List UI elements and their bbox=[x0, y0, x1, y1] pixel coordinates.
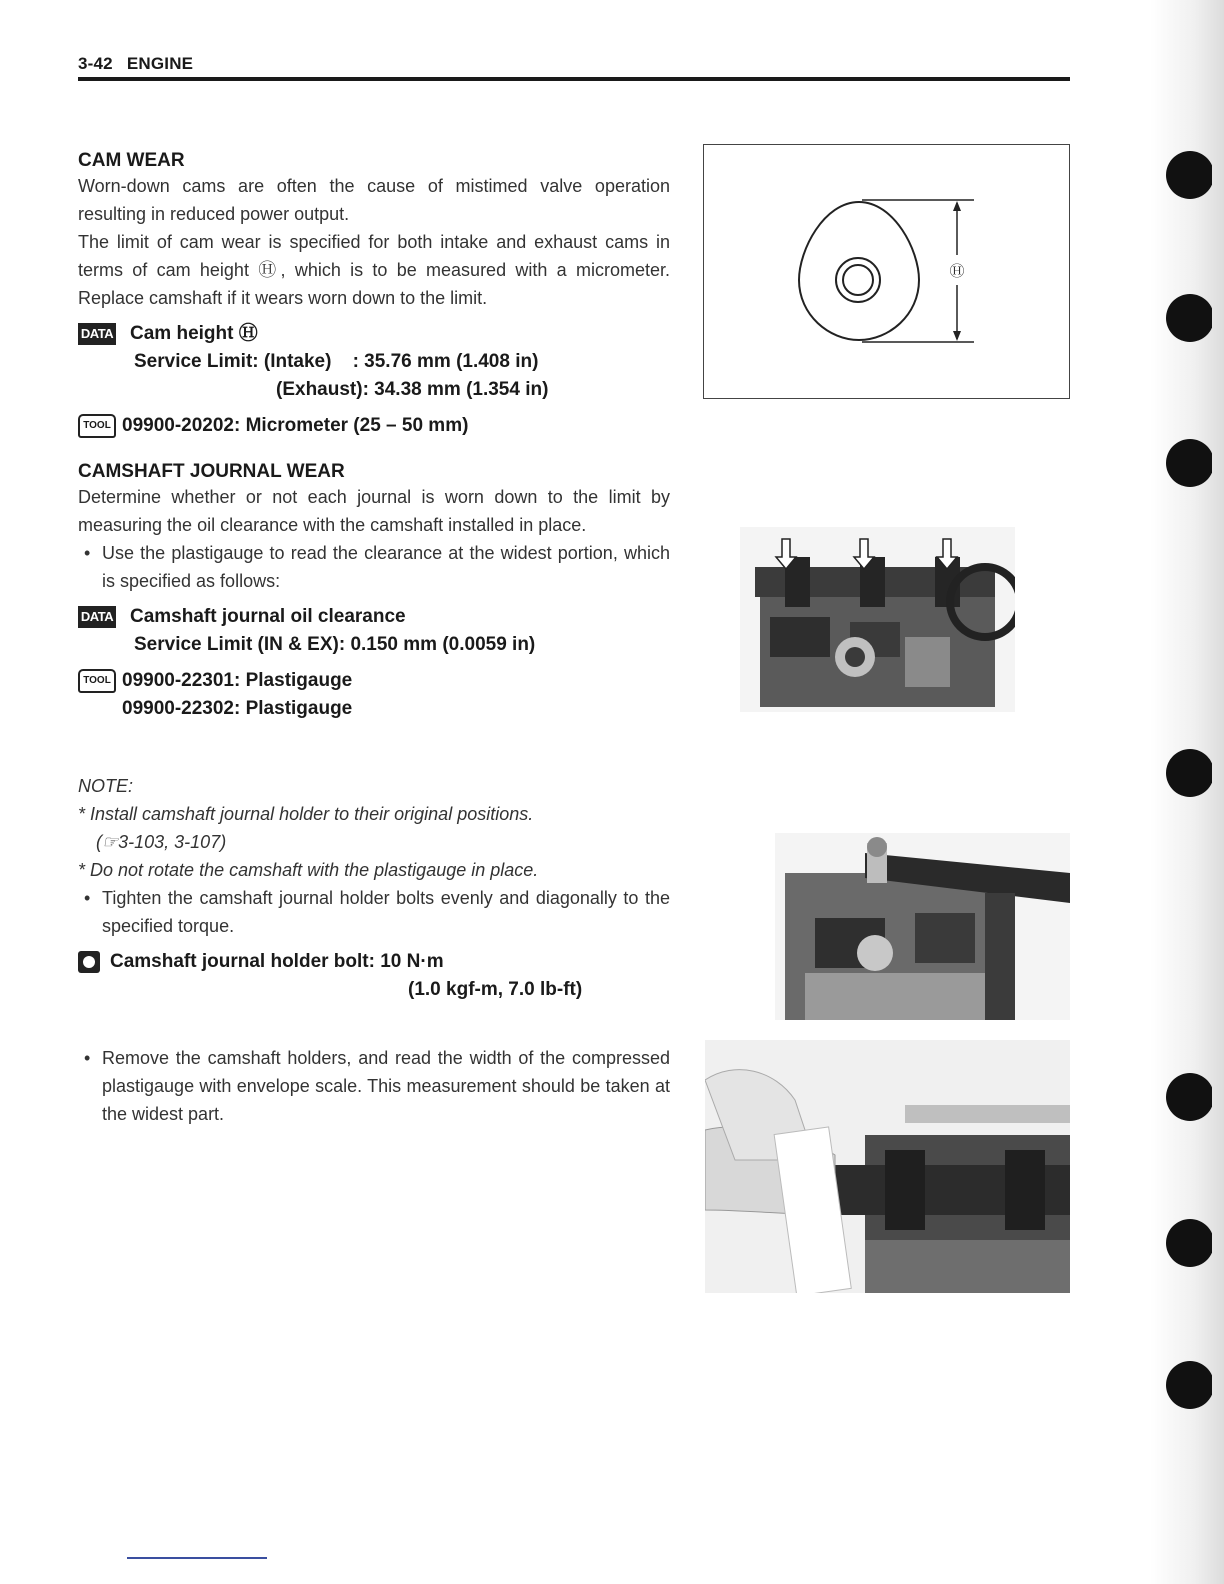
cam-height-diagram bbox=[703, 144, 1070, 399]
cam-wear-para1: Worn-down cams are often the cause of mistimed valve operation resulting in reduced power output. bbox=[78, 176, 670, 224]
photo-camshaft-installed bbox=[740, 527, 1015, 712]
journal-wear-section bbox=[78, 461, 670, 723]
torque-spec-line bbox=[78, 948, 670, 976]
cam-wear-para2: The limit of cam wear is specified for both intake and exhaust cams in terms of cam height Ⓗ, which is to be measured with a micrometer. Replace camshaft if it wears worn down to the limit. bbox=[78, 232, 670, 308]
section-title: ENGINE bbox=[126, 54, 194, 73]
cam-height-spec-title bbox=[78, 320, 670, 348]
page-header bbox=[78, 54, 193, 74]
data-icon: DATA bbox=[78, 606, 116, 628]
binding-hole-icon bbox=[1142, 1208, 1212, 1278]
cam-wear-section bbox=[78, 150, 670, 440]
height-label: Ⓗ bbox=[949, 262, 965, 280]
note-item1: * Install camshaft journal holder to their original positions. bbox=[78, 804, 534, 824]
tool-icon: TOOL bbox=[78, 669, 116, 693]
journal-clearance-limit: Service Limit (IN & EX): 0.150 mm (0.0059 in) bbox=[134, 634, 536, 655]
tool-icon: TOOL bbox=[78, 414, 116, 438]
header-rule bbox=[78, 77, 1070, 81]
cam-tool-line bbox=[78, 412, 670, 440]
data-icon: DATA bbox=[78, 323, 116, 345]
plastigauge-tool-1 bbox=[78, 667, 670, 695]
binding-hole-icon bbox=[1142, 140, 1212, 210]
note-bullet-tighten: • Tighten the camshaft journal holder bolts evenly and diagonally to the specified torque. bbox=[78, 884, 670, 940]
photo-plastigauge-measure bbox=[705, 1040, 1070, 1293]
final-section bbox=[78, 1044, 670, 1128]
binding-hole-icon bbox=[1142, 283, 1212, 353]
cam-height-intake-limit: Service Limit: (Intake) : 35.76 mm (1.408 in) bbox=[134, 351, 539, 372]
cam-lobe-drawing bbox=[704, 145, 1069, 398]
note-item2: * Do not rotate the camshaft with the plastigauge in place. bbox=[78, 860, 539, 880]
journal-wear-bullet1: • Use the plastigauge to read the clearance at the widest portion, which is specified as follows: bbox=[78, 539, 670, 595]
cam-wear-heading: CAM WEAR bbox=[78, 150, 185, 171]
binding-hole-icon bbox=[1142, 1350, 1212, 1420]
footer-rule bbox=[127, 1557, 267, 1559]
cam-height-exhaust-limit: (Exhaust): 34.38 mm (1.354 in) bbox=[276, 379, 549, 400]
journal-wear-heading: CAMSHAFT JOURNAL WEAR bbox=[78, 461, 345, 482]
torque-spec-text: Camshaft journal holder bolt: 10 N·m bbox=[110, 951, 444, 972]
photo-torque-wrench bbox=[775, 833, 1070, 1020]
journal-clearance-spec-title bbox=[78, 603, 670, 631]
binding-hole-icon bbox=[1142, 428, 1212, 498]
torque-spec-imperial: (1.0 kgf-m, 7.0 lb-ft) bbox=[408, 979, 583, 1000]
torque-wrench-icon bbox=[78, 951, 100, 973]
final-bullet: • Remove the camshaft holders, and read the width of the compressed plastigauge with envelope scale. This measurement should be taken at the widest part. bbox=[78, 1044, 670, 1128]
journal-clearance-label: Camshaft journal oil clearance bbox=[130, 606, 406, 627]
binding-hole-icon bbox=[1142, 738, 1212, 808]
note-item1-ref: (☞3-103, 3-107) bbox=[96, 832, 227, 852]
note-section bbox=[78, 772, 670, 1004]
micrometer-tool: 09900-20202: Micrometer (25 – 50 mm) bbox=[122, 415, 469, 436]
page-number: 3-42 bbox=[78, 54, 113, 73]
cam-height-label: Cam height Ⓗ bbox=[130, 323, 258, 344]
binding-hole-icon bbox=[1142, 1062, 1212, 1132]
plastigauge-tool-2: 09900-22302: Plastigauge bbox=[122, 698, 353, 719]
journal-wear-para1: Determine whether or not each journal is worn down to the limit by measuring the oil clearance with the camshaft installed in place. bbox=[78, 487, 670, 535]
note-label: NOTE: bbox=[78, 776, 134, 796]
plastigauge-tool-1-text: 09900-22301: Plastigauge bbox=[122, 670, 353, 691]
